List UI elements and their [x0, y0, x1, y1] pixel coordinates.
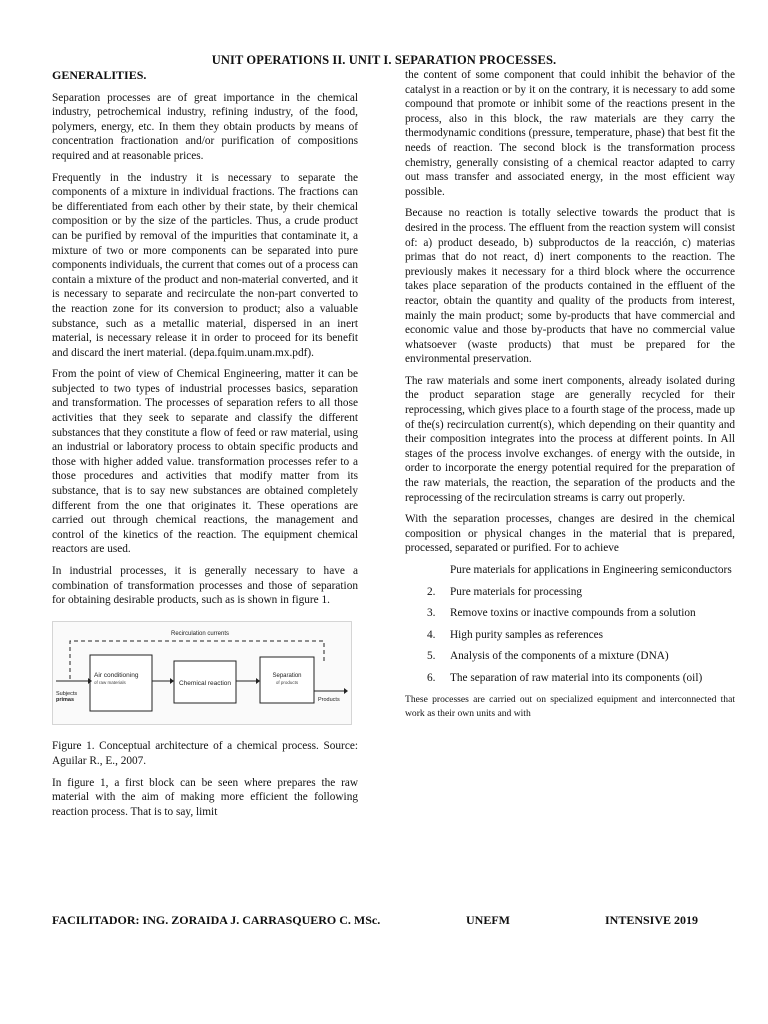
- list-item: [405, 585, 735, 600]
- paragraph: Because no reaction is totally selective towards the product that is desired in the process. The effluent from the reaction system will consist of: a) product deseado, b) subproductos de la reacción, c) materias primas that do not react, d) inert components to the reaction. The previously makes it necessary for a third block where the occurrence takes place separation of the products contained in the effluent of the reactor, obtain the quantity and quality of the products from interest, mainly the main product; some by-products that have commercial and economic value and those by-products that have no commercial value whatsoever (waste products) that must be prepared for the environmental preservation.: [405, 207, 735, 366]
- list-text: High purity samples as references: [450, 628, 604, 641]
- left-column: [52, 68, 358, 826]
- list-item: [405, 628, 735, 643]
- list-item: [405, 606, 735, 621]
- output-label: Products: [318, 696, 340, 703]
- paragraph: The raw materials and some inert components, already isolated during the product separation stage are generally recycled for their reprocessing, which gives place to a fourth stage of the process, made up of the(s) recirculation current(s), which depending on their quantity and their composition integrates into the process at different points. In All stages of the process involve exchanges. of energy with the outside, in order to incorporate the energy potential required for the preparation of the raw materials, the reaction, the separation of the products and the reprocessing of the recirculation streams is carry out properly.: [405, 374, 735, 504]
- box3-sub: of products: [275, 679, 299, 685]
- document-title: UNIT OPERATIONS II. UNIT I. SEPARATION PROCESSES.: [211, 53, 557, 67]
- list-text: Analysis of the components of a mixture (DNA): [450, 650, 669, 663]
- list-text: The separation of raw material into its components (oil): [450, 671, 703, 684]
- list-item: [405, 563, 735, 578]
- list-number: 6.: [427, 671, 436, 684]
- paragraph: Separation processes are of great importance in the chemical industry, petrochemical industry, refining industry, of the food, polymers, energy, etc. In them they obtain products by means of concentration fractionation and/or purification of compositions required and at reasonable prices.: [52, 91, 358, 162]
- paragraph: In industrial processes, it is generally necessary to have a combination of transformation processes and those of separation for obtaining desirable products, such as is shown in figure 1.: [52, 565, 358, 607]
- box2-title: Chemical reaction: [178, 679, 232, 687]
- list-item: [405, 649, 735, 664]
- right-column: [405, 68, 735, 729]
- footer-facilitator: FACILITADOR: ING. ZORAIDA J. CARRASQUERO C. MSc.: [52, 913, 381, 927]
- box3-title: Separation: [272, 672, 302, 679]
- list-number: 3.: [427, 607, 436, 620]
- list-number: 5.: [427, 650, 436, 663]
- paragraph: the content of some component that could inhibit the behavior of the catalyst in a reaction or by it on the contrary, it is necessary to add some compound that promote or inhibit some of the reactions present in the process, also in this block, the raw materials are they carry the thermodynamic conditions (pressure, temperature, phase) that best fit the needs of reaction. The second block is the transformation process chemistry, generally consisting of a chemical reactor adapted to carry out mass transfer and associated energy, in the most efficient way possible.: [405, 69, 736, 198]
- paragraph: With the separation processes, changes are desired in the chemical composition or physical changes in the material that is prepared, processed, separated or purified. For to achieve: [405, 513, 735, 555]
- paragraph: Frequently in the industry it is necessary to separate the components of a mixture in individual fractions. The fractions can be differentiated from each other by their state, by their chemical composition or by the size of the particles. Thus, a crude product can be purified by removal of the impurities that contaminate it, a mixture of two or more components can be separated into pure components individuals, the current that comes out of a process can contain a mixture of the product and non-material converted, and it is necessary to separate and recirculate the non-part converted to the reaction zone for its conversion to product; also a valuable substance, such as a metallic material, dispersed in an inert material, is necessary release it in order to proceed for its benefit and discard the inert material. (depa.fquim.unam.mx.pdf).: [52, 171, 358, 359]
- recirc-label: Recirculation currents: [170, 630, 230, 637]
- list-text: Remove toxins or inactive compounds from a solution: [450, 607, 696, 620]
- list-number: 2.: [427, 585, 436, 598]
- list-number: 4.: [427, 628, 436, 641]
- box1-sub: of raw materials: [94, 679, 126, 685]
- footer-edition: INTENSIVE 2019: [605, 913, 699, 927]
- box1-title: Air conditioning: [94, 671, 139, 679]
- section-heading: GENERALITIES.: [52, 68, 147, 82]
- figure-caption: Figure 1. Conceptual architecture of a chemical process. Source: Aguilar R., E., 2007.: [52, 740, 358, 767]
- input-label-1: Subjects: [56, 690, 78, 697]
- paragraph: In figure 1, a first block can be seen where prepares the raw material with the aim of making more efficient the following reaction process. That is to say, limit: [52, 776, 358, 818]
- applications-list: [405, 563, 735, 686]
- list-text: Pure materials for applications in Engineering semiconductors: [450, 564, 732, 576]
- list-item: [405, 671, 735, 686]
- paragraph: These processes are carried out on specialized equipment and interconnected that work as their own units and with: [405, 693, 735, 720]
- input-label-2: primas: [56, 696, 75, 703]
- list-text: Pure materials for processing: [450, 585, 583, 598]
- footer-university: UNEFM: [466, 913, 510, 927]
- process-diagram: [52, 621, 352, 725]
- paragraph: From the point of view of Chemical Engineering, matter it can be subjected to two types of industrial processes basics, separation and transformation. The processes of separation refers to all those activities that they seek to separate and classify the different substances that they constitute a flow of feed or raw material, using an industrial or laboratory process to obtain specific products and those with higher added value. transformation processes refer to a those procedures and activities that modify matter from its substance, that is to say new substances are obtained completely different from the one that originates it. These operations are carried out through chemical reactions, the management and control of the kinetics of the reaction. The equipment chemical reactors are used.: [52, 368, 358, 556]
